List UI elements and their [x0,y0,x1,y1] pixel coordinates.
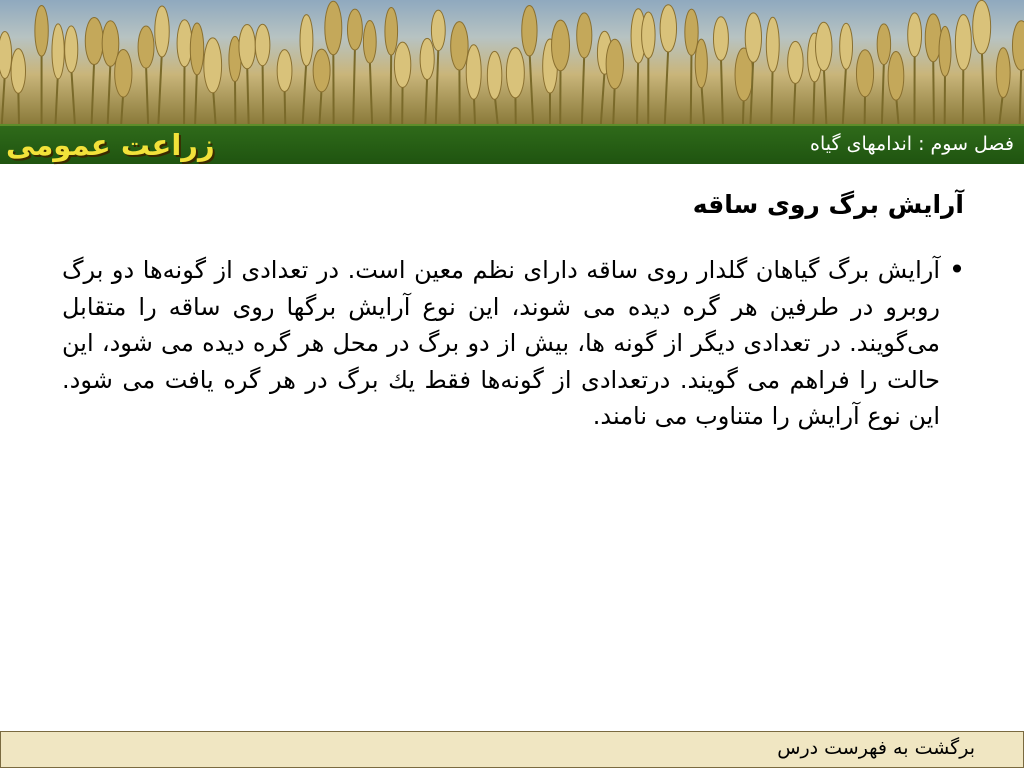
back-to-contents-link[interactable]: برگشت به فهرست درس [777,737,975,759]
wheat-field-image [0,0,1024,124]
bullet-paragraph: آرایش برگ گیاهان گلدار روی ساقه دارای نظم معین است. در تعدادی از گونه‌ها دو برگ روبرو در طرفین هر گره دیده می شوند، این نوع آرایش برگها روی ساقه را متقابل می‌گویند. در تعدادی دیگر از گونه ها، بیش از دو برگ در محل هر گره دیده می شود، این حالت را فراهم می گویند. درتعدادی از گونه‌ها فقط یك برگ در هر گره یافت می شود. این نوع آرایش را متناوب می نامند. [62,256,940,430]
bullet-item [62,252,974,435]
slide-heading: آرایش برگ روی ساقه [692,190,964,219]
bullet-icon: • [948,253,966,286]
course-title: زراعت عمومی [6,128,215,162]
chapter-title: فصل سوم : اندامهای گیاه [810,133,1014,155]
wheat-field-banner [0,0,1024,124]
footer-bar [0,731,1024,768]
header-bar [0,124,1024,164]
